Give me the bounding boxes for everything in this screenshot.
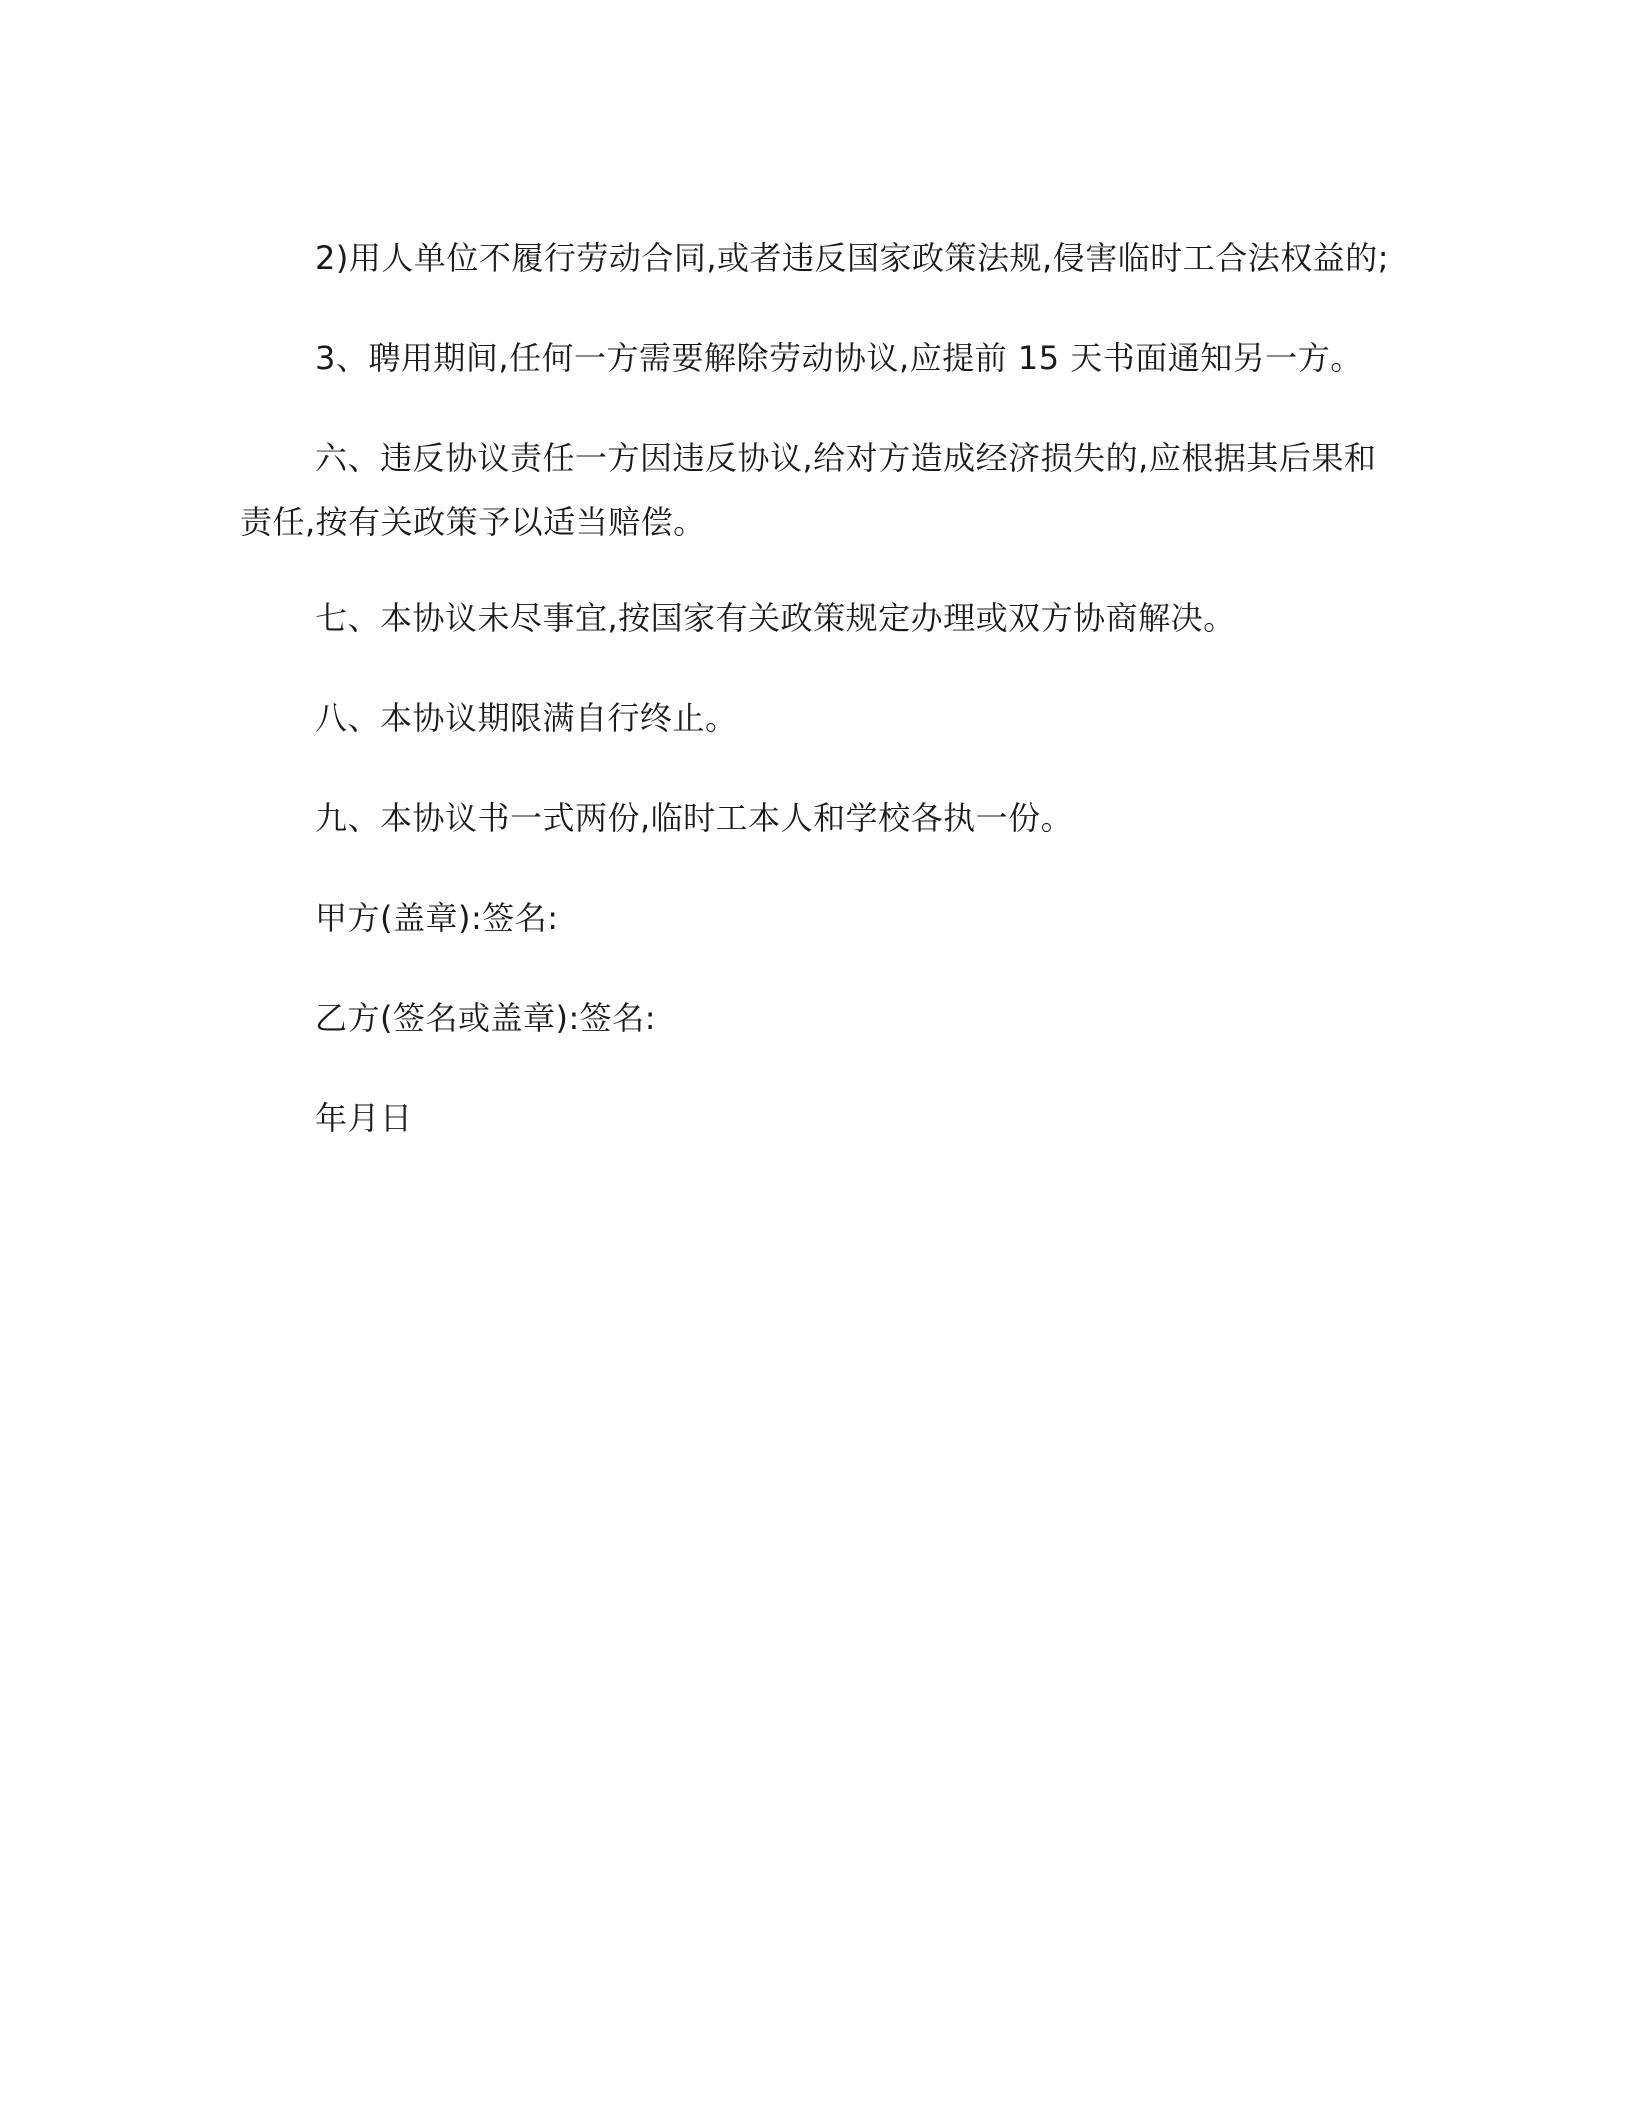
clause-six-breach-liability: 六、违反协议责任一方因违反协议,给对方造成经济损失的,应根据其后果和责任,按有关政策予以适当赔偿。 [240,439,1377,541]
date-line: 年月日 [315,1099,413,1137]
clause-2-item: 2)用人单位不履行劳动合同,或者违反国家政策法规,侵害临时工合法权益的; [315,239,1389,277]
clause-3-item: 3、聘用期间,任何一方需要解除劳动协议,应提前 15 天书面通知另一方。 [315,339,1363,377]
party-b-signature-line: 乙方(签名或盖章):签名: [315,999,657,1037]
clause-eight-termination: 八、本协议期限满自行终止。 [315,699,738,737]
clause-nine-copies: 九、本协议书一式两份,临时工本人和学校各执一份。 [315,799,1074,837]
party-a-signature-line: 甲方(盖章):签名: [315,899,559,937]
clause-seven-unresolved-matters: 七、本协议未尽事宜,按国家有关政策规定办理或双方协商解决。 [315,599,1236,637]
